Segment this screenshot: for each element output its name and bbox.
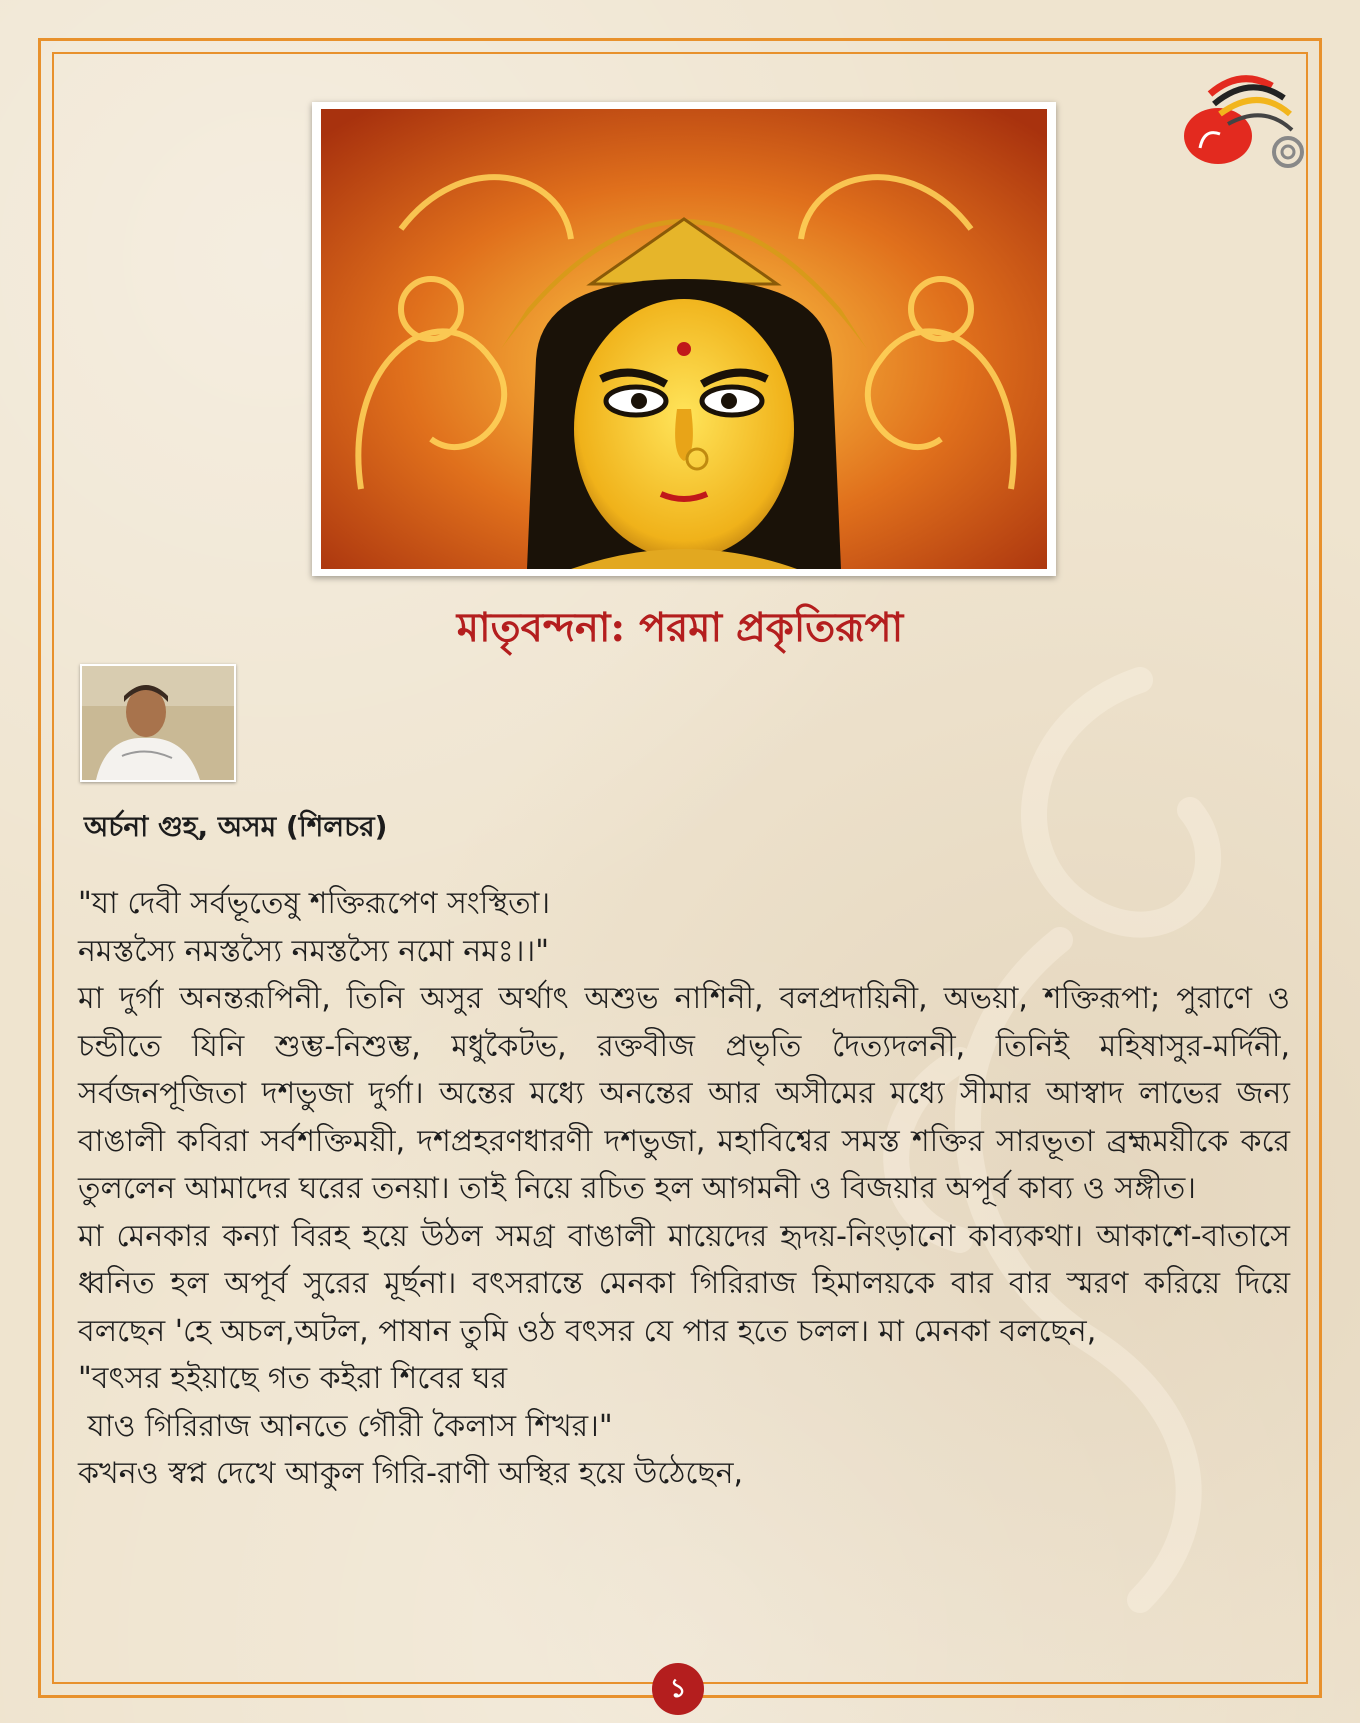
durga-idol-photo <box>312 102 1056 576</box>
durga-idol-image <box>321 109 1047 569</box>
verse-line: "বৎসর হইয়াছে গত কইরা শিবের ঘর <box>78 1361 508 1396</box>
verse-line: যাও গিরিরাজ আনতে গৌরী কৈলাস শিখর।" <box>78 1408 613 1444</box>
page-title: মাতৃবন্দনা: পরমা প্রকৃতিরূপা <box>456 604 904 651</box>
author-name: অর্চনা গুহ, অসম (শিলচর) <box>84 810 388 843</box>
author-portrait <box>82 666 234 780</box>
brand-logo-icon <box>1180 64 1310 184</box>
article-body <box>78 880 1290 1498</box>
page-number-badge: ১ <box>652 1663 704 1715</box>
verse-line: নমস্তস্যৈ নমস্তস্যৈ নমস্তস্যৈ নমো নমঃ।।" <box>78 933 550 969</box>
paragraph: মা মেনকার কন্যা বিরহ হয়ে উঠল সমগ্র বাঙালী মায়েদের হৃদয়-নিংড়ানো কাব্যকথা। আকাশে-বাতাসে ধ্বনিত হল অপূর্ব সুরের মূর্ছনা। বৎসরান্তে মেনকা গিরিরাজ হিমালয়কে বার বার স্মরণ করিয়ে দিয়ে বলছেন 'হে অচল,অটল, পাষান তুমি ওঠ বৎসর যে পার হতে চলল। মা মেনকা বলছেন, <box>78 1218 1290 1349</box>
paragraph: কখনও স্বপ্ন দেখে আকুল গিরি-রাণী অস্থির হয়ে উঠেছেন, <box>78 1456 744 1491</box>
author-photo <box>80 664 236 782</box>
paragraph: মা দুর্গা অনন্তরূপিনী, তিনি অসুর অর্থাৎ অশুভ নাশিনী, বলপ্রদায়িনী, অভয়া, শক্তিরূপা; পুরাণে ও চন্ডীতে যিনি শুম্ভ-নিশুম্ভ, মধুকৈটভ, রক্তবীজ প্রভৃতি দৈত্যদলনী, তিনিই মহিষাসুর-মর্দিনী, সর্বজনপূজিতা দশভুজা দুর্গা। অন্তের মধ্যে অনন্তের আর অসীমের মধ্যে সীমার আস্বাদ লাভের জন্য বাঙালী কবিরা সর্বশক্তিময়ী, দশপ্রহরণধারণী দশভুজা, মহাবিশ্বের সমস্ত শক্তির সারভূতা ব্রহ্মময়ীকে করে তুললেন আমাদের ঘরের তনয়া। তাই নিয়ে রচিত হল আগমনী ও বিজয়ার অপূর্ব কাব্য ও সঙ্গীত। <box>78 981 1290 1206</box>
verse-line: "যা দেবী সর্বভূতেষু শক্তিরূপেণ সংস্থিতা। <box>78 886 551 921</box>
